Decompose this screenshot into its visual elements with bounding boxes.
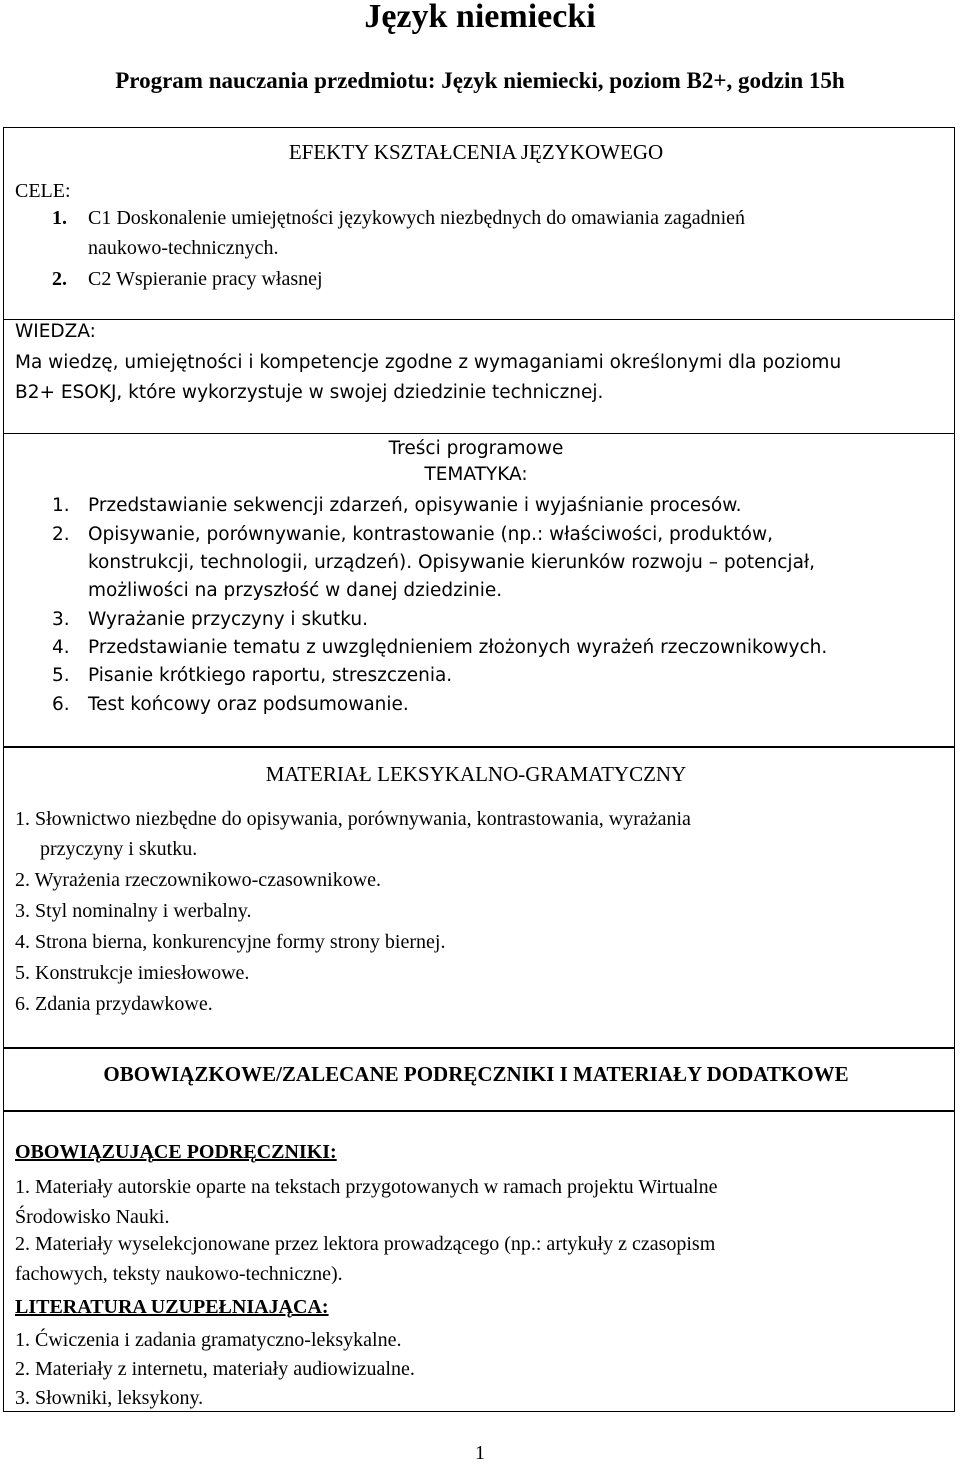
tematyka-item-text: Wyrażanie przyczyny i skutku. <box>88 609 368 630</box>
material-heading: MATERIAŁ LEKSYKALNO-GRAMATYCZNY <box>265 762 687 786</box>
tematyka-item-text: Test końcowy oraz podsumowanie. <box>88 694 409 715</box>
tematyka-item-number: 5. <box>52 665 70 686</box>
literatura-label: LITERATURA UZUPEŁNIAJĄCA: <box>15 1296 329 1318</box>
tematyka-item-text: Przedstawianie tematu z uwzględnieniem złożonych wyrażeń rzeczownikowych. <box>88 637 828 658</box>
literatura-line: 2. Materiały z internetu, materiały audiowizualne. <box>15 1358 415 1380</box>
wiedza-text-line: Ma wiedzę, umiejętności i kompetencje zgodne z wymaganiami określonymi dla poziomu <box>15 352 842 373</box>
obowiazujace-line: 2. Materiały wyselekcjonowane przez lektora prowadzącego (np.: artykuły z czasopism <box>15 1233 716 1255</box>
podreczniki-heading: OBOWIĄZKOWE/ZALECANE PODRĘCZNIKI I MATERIAŁY DODATKOWE <box>103 1062 849 1086</box>
material-item: 2. Wyrażenia rzeczownikowo-czasownikowe. <box>15 869 382 891</box>
cele-item <box>52 267 323 291</box>
tematyka-item-text: Przedstawianie sekwencji zdarzeń, opisywanie i wyjaśnianie procesów. <box>88 495 742 516</box>
material-item: 1. Słownictwo niezbędne do opisywania, porównywania, kontrastowania, wyrażania <box>15 808 691 830</box>
document-title: Język niemiecki <box>364 0 596 35</box>
tematyka-item-number: 6. <box>52 694 70 715</box>
tematyka-item <box>52 664 452 688</box>
tematyka-item-continuation: konstrukcji, technologii, urządzeń). Opisywanie kierunków rozwoju – potencjał, <box>88 552 816 573</box>
material-item: 3. Styl nominalny i werbalny. <box>15 900 252 922</box>
tematyka-item-number: 3. <box>52 609 70 630</box>
cele-item-number: 2. <box>52 268 67 290</box>
literatura-line: 3. Słowniki, leksykony. <box>15 1387 204 1409</box>
tematyka-item <box>52 636 827 660</box>
page-number: 1 <box>475 1442 485 1464</box>
material-item: 6. Zdania przydawkowe. <box>15 993 213 1015</box>
obowiazujace-line: fachowych, teksty naukowo-techniczne). <box>15 1263 343 1285</box>
obowiazujace-label: OBOWIĄZUJĄCE PODRĘCZNIKI: <box>15 1141 337 1163</box>
tematyka-item <box>52 494 742 518</box>
cele-item-text: C1 Doskonalenie umiejętności językowych niezbędnych do omawiania zagadnień <box>88 207 746 229</box>
obowiazujace-line: Środowisko Nauki. <box>15 1206 170 1228</box>
cele-item-number: 1. <box>52 207 67 229</box>
tematyka-item-text: Pisanie krótkiego raportu, streszczenia. <box>88 665 453 686</box>
divider-tresci <box>3 433 955 434</box>
tematyka-item-text: Opisywanie, porównywanie, kontrastowanie (np.: właściwości, produktów, <box>88 524 774 545</box>
tematyka-item <box>52 523 773 547</box>
material-item-continuation: przyczyny i skutku. <box>40 838 198 860</box>
cele-label: CELE: <box>15 180 71 202</box>
tematyka-item-number: 1. <box>52 495 70 516</box>
document-subtitle: Program nauczania przedmiotu: Język niemiecki, poziom B2+, godzin 15h <box>115 68 845 93</box>
cele-item-continuation: naukowo-technicznych. <box>88 237 279 259</box>
efekty-heading: EFEKTY KSZTAŁCENIA JĘZYKOWEGO <box>288 140 664 164</box>
tematyka-item <box>52 693 409 717</box>
cele-item <box>52 206 745 230</box>
obowiazujace-line: 1. Materiały autorskie oparte na tekstach przygotowanych w ramach projektu Wirtualne <box>15 1176 718 1198</box>
tematyka-item-continuation: możliwości na przyszłość w danej dziedzinie. <box>88 580 503 601</box>
tematyka-heading: TEMATYKA: <box>424 464 528 485</box>
divider-wiedza <box>3 319 955 320</box>
tematyka-item <box>52 608 368 632</box>
literatura-line: 1. Ćwiczenia i zadania gramatyczno-leksykalne. <box>15 1329 402 1351</box>
material-item: 4. Strona bierna, konkurencyjne formy strony biernej. <box>15 931 446 953</box>
tresci-heading: Treści programowe <box>388 438 564 459</box>
wiedza-label: WIEDZA: <box>15 321 96 342</box>
tematyka-item-number: 4. <box>52 637 70 658</box>
material-item: 5. Konstrukcje imiesłowowe. <box>15 962 250 984</box>
cele-item-text: C2 Wspieranie pracy własnej <box>88 268 323 290</box>
wiedza-text-line: B2+ ESOKJ, które wykorzystuje w swojej dziedzinie technicznej. <box>15 382 604 403</box>
tematyka-item-number: 2. <box>52 524 70 545</box>
